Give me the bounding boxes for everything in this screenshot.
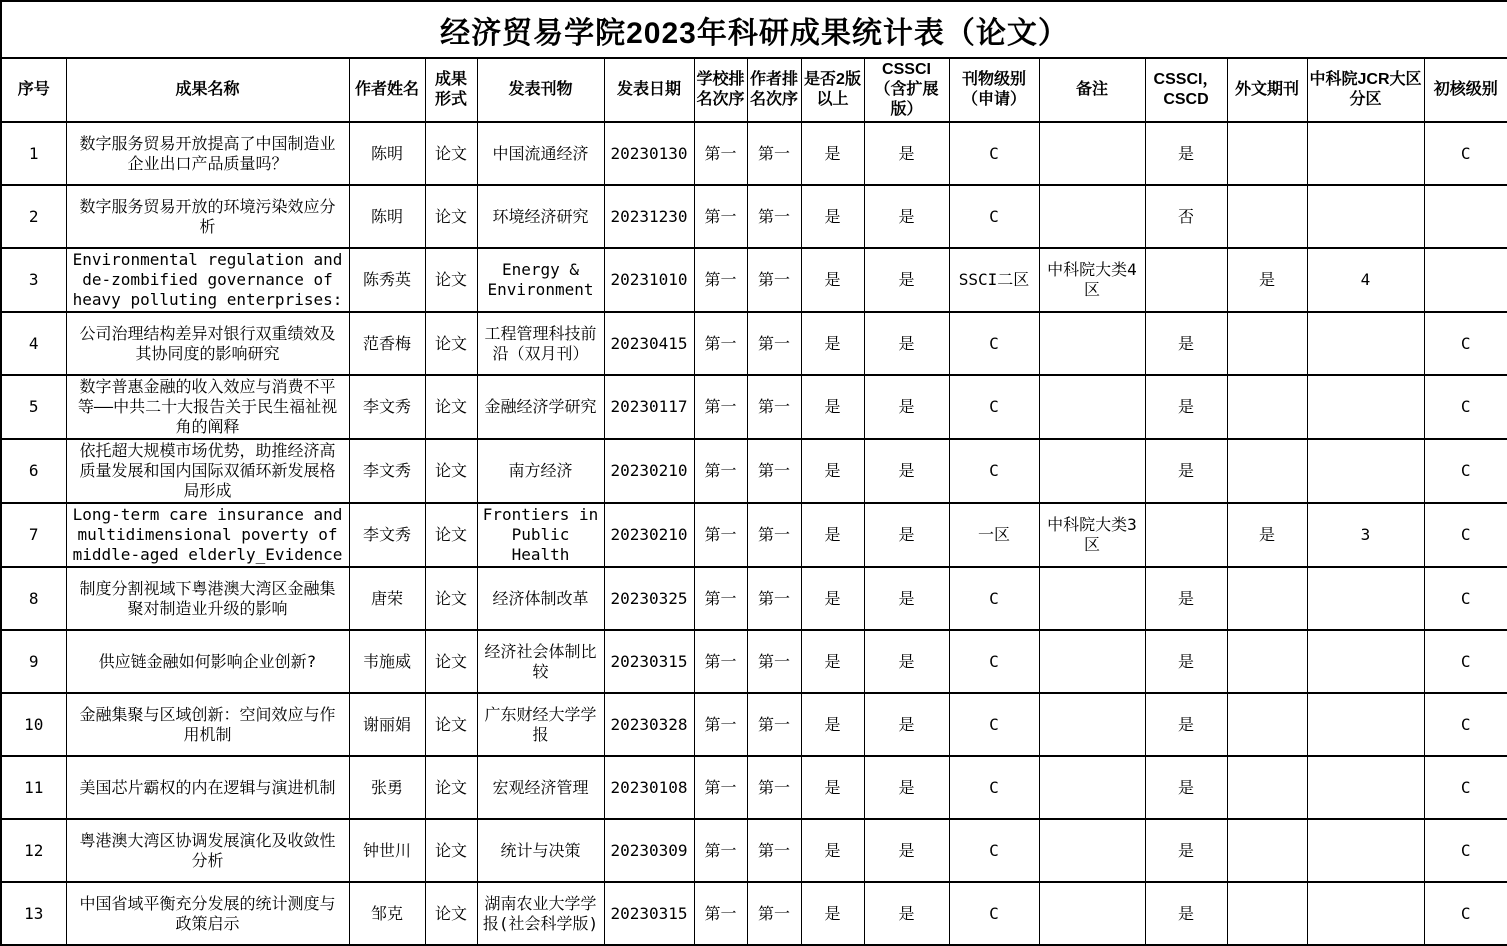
column-header-cssci-extended: CSSCI（含扩展版） — [864, 58, 949, 122]
cell-author-rank: 第一 — [747, 503, 801, 567]
cell-index: 6 — [1, 439, 66, 503]
cell-two-editions: 是 — [801, 630, 864, 693]
cell-author: 张勇 — [349, 756, 425, 819]
cell-date: 20230210 — [604, 503, 694, 567]
cell-foreign-journal — [1227, 567, 1307, 630]
cell-author: 钟世川 — [349, 819, 425, 882]
cell-name: 数字普惠金融的收入效应与消费不平等——中共二十大报告关于民生福祉视角的阐释 — [66, 375, 349, 439]
cell-author: 李文秀 — [349, 503, 425, 567]
cell-journal: 经济社会体制比较 — [477, 630, 604, 693]
cell-name: 公司治理结构差异对银行双重绩效及其协同度的影响研究 — [66, 312, 349, 375]
cell-two-editions: 是 — [801, 693, 864, 756]
cell-school-rank: 第一 — [694, 122, 747, 185]
table-row — [1, 882, 1507, 945]
table-row — [1, 630, 1507, 693]
table-row — [1, 503, 1507, 567]
cell-foreign-journal — [1227, 693, 1307, 756]
cell-initial-level — [1424, 185, 1507, 248]
cell-form: 论文 — [425, 630, 477, 693]
cell-index: 4 — [1, 312, 66, 375]
cell-name: Environmental regulation and de-zombified governance of heavy polluting enterprises: — [66, 248, 349, 312]
cell-cssci-cscd — [1145, 248, 1227, 312]
cell-author: 李文秀 — [349, 439, 425, 503]
cell-cssci-extended: 是 — [864, 122, 949, 185]
cell-author-rank: 第一 — [747, 312, 801, 375]
cell-date: 20230415 — [604, 312, 694, 375]
cell-author-rank: 第一 — [747, 248, 801, 312]
cell-author-rank: 第一 — [747, 122, 801, 185]
cell-name: 供应链金融如何影响企业创新? — [66, 630, 349, 693]
cell-form: 论文 — [425, 567, 477, 630]
cell-author-rank: 第一 — [747, 819, 801, 882]
cell-date: 20230315 — [604, 882, 694, 945]
column-header-journal-level: 刊物级别（申请） — [949, 58, 1039, 122]
cell-cssci-extended: 是 — [864, 185, 949, 248]
cell-cas-jcr: 4 — [1307, 248, 1424, 312]
cell-cssci-cscd: 是 — [1145, 312, 1227, 375]
cell-remarks — [1039, 185, 1145, 248]
cell-foreign-journal — [1227, 439, 1307, 503]
cell-two-editions: 是 — [801, 312, 864, 375]
cell-journal-level: C — [949, 312, 1039, 375]
cell-form: 论文 — [425, 375, 477, 439]
cell-remarks: 中科院大类3区 — [1039, 503, 1145, 567]
cell-author: 范香梅 — [349, 312, 425, 375]
column-header-foreign-journal: 外文期刊 — [1227, 58, 1307, 122]
cell-name: 数字服务贸易开放提高了中国制造业企业出口产品质量吗？ — [66, 122, 349, 185]
cell-author-rank: 第一 — [747, 756, 801, 819]
table-row — [1, 693, 1507, 756]
column-header-initial-level: 初核级别 — [1424, 58, 1507, 122]
cell-journal: 环境经济研究 — [477, 185, 604, 248]
cell-remarks — [1039, 439, 1145, 503]
cell-cas-jcr — [1307, 819, 1424, 882]
cell-cssci-extended: 是 — [864, 503, 949, 567]
cell-index: 5 — [1, 375, 66, 439]
cell-cssci-cscd — [1145, 503, 1227, 567]
column-header-name: 成果名称 — [66, 58, 349, 122]
cell-foreign-journal — [1227, 756, 1307, 819]
cell-cas-jcr — [1307, 756, 1424, 819]
cell-journal: 金融经济学研究 — [477, 375, 604, 439]
cell-foreign-journal — [1227, 185, 1307, 248]
cell-remarks — [1039, 819, 1145, 882]
cell-cssci-cscd: 否 — [1145, 185, 1227, 248]
cell-author: 唐荣 — [349, 567, 425, 630]
cell-school-rank: 第一 — [694, 439, 747, 503]
cell-author: 邹克 — [349, 882, 425, 945]
cell-index: 3 — [1, 248, 66, 312]
cell-remarks — [1039, 693, 1145, 756]
cell-cssci-extended: 是 — [864, 882, 949, 945]
cell-cas-jcr: 3 — [1307, 503, 1424, 567]
table-row — [1, 756, 1507, 819]
header-row — [1, 58, 1507, 122]
table-row — [1, 819, 1507, 882]
cell-author: 陈明 — [349, 122, 425, 185]
cell-cas-jcr — [1307, 630, 1424, 693]
cell-journal-level: C — [949, 122, 1039, 185]
column-header-author-rank: 作者排名次序 — [747, 58, 801, 122]
column-header-school-rank: 学校排名次序 — [694, 58, 747, 122]
cell-cssci-cscd: 是 — [1145, 122, 1227, 185]
cell-journal: 中国流通经济 — [477, 122, 604, 185]
cell-initial-level — [1424, 248, 1507, 312]
cell-two-editions: 是 — [801, 756, 864, 819]
cell-school-rank: 第一 — [694, 248, 747, 312]
cell-school-rank: 第一 — [694, 882, 747, 945]
cell-form: 论文 — [425, 819, 477, 882]
cell-journal: 经济体制改革 — [477, 567, 604, 630]
cell-date: 20230315 — [604, 630, 694, 693]
cell-journal-level: C — [949, 567, 1039, 630]
cell-school-rank: 第一 — [694, 567, 747, 630]
table-row — [1, 375, 1507, 439]
cell-name: 依托超大规模市场优势，助推经济高质量发展和国内国际双循环新发展格局形成 — [66, 439, 349, 503]
cell-cssci-cscd: 是 — [1145, 756, 1227, 819]
cell-date: 20230210 — [604, 439, 694, 503]
cell-initial-level: C — [1424, 503, 1507, 567]
cell-cssci-cscd: 是 — [1145, 375, 1227, 439]
cell-index: 10 — [1, 693, 66, 756]
cell-initial-level: C — [1424, 122, 1507, 185]
cell-initial-level: C — [1424, 756, 1507, 819]
cell-two-editions: 是 — [801, 882, 864, 945]
column-header-two-editions: 是否2版以上 — [801, 58, 864, 122]
cell-school-rank: 第一 — [694, 375, 747, 439]
cell-date: 20231230 — [604, 185, 694, 248]
column-header-cssci-cscd: CSSCI，CSCD — [1145, 58, 1227, 122]
column-header-author: 作者姓名 — [349, 58, 425, 122]
cell-foreign-journal — [1227, 122, 1307, 185]
cell-author-rank: 第一 — [747, 185, 801, 248]
cell-journal-level: C — [949, 882, 1039, 945]
cell-journal: Frontiers in Public Health — [477, 503, 604, 567]
cell-cas-jcr — [1307, 439, 1424, 503]
cell-school-rank: 第一 — [694, 503, 747, 567]
cell-journal: 广东财经大学学报 — [477, 693, 604, 756]
cell-name: 粤港澳大湾区协调发展演化及收敛性分析 — [66, 819, 349, 882]
cell-form: 论文 — [425, 882, 477, 945]
cell-initial-level: C — [1424, 312, 1507, 375]
cell-foreign-journal — [1227, 882, 1307, 945]
cell-author: 李文秀 — [349, 375, 425, 439]
cell-cssci-cscd: 是 — [1145, 819, 1227, 882]
cell-author-rank: 第一 — [747, 439, 801, 503]
cell-cas-jcr — [1307, 882, 1424, 945]
cell-remarks — [1039, 882, 1145, 945]
cell-initial-level: C — [1424, 439, 1507, 503]
table-row — [1, 567, 1507, 630]
cell-journal-level: C — [949, 375, 1039, 439]
cell-two-editions: 是 — [801, 567, 864, 630]
cell-school-rank: 第一 — [694, 312, 747, 375]
cell-author-rank: 第一 — [747, 882, 801, 945]
cell-remarks — [1039, 567, 1145, 630]
table-body — [1, 122, 1507, 945]
cell-journal-level: C — [949, 630, 1039, 693]
cell-school-rank: 第一 — [694, 630, 747, 693]
cell-cssci-extended: 是 — [864, 312, 949, 375]
cell-date: 20230309 — [604, 819, 694, 882]
cell-foreign-journal: 是 — [1227, 503, 1307, 567]
title-row — [1, 1, 1507, 58]
cell-initial-level: C — [1424, 630, 1507, 693]
cell-remarks — [1039, 756, 1145, 819]
cell-cssci-extended: 是 — [864, 248, 949, 312]
cell-journal-level: C — [949, 756, 1039, 819]
cell-school-rank: 第一 — [694, 693, 747, 756]
cell-author-rank: 第一 — [747, 567, 801, 630]
cell-initial-level: C — [1424, 882, 1507, 945]
cell-author: 谢丽娟 — [349, 693, 425, 756]
cell-author: 陈秀英 — [349, 248, 425, 312]
cell-journal-level: SSCI二区 — [949, 248, 1039, 312]
cell-author-rank: 第一 — [747, 693, 801, 756]
page-title: 经济贸易学院2023年科研成果统计表（论文） — [1, 1, 1507, 58]
cell-form: 论文 — [425, 122, 477, 185]
cell-two-editions: 是 — [801, 375, 864, 439]
column-header-cas-jcr: 中科院JCR大区分区 — [1307, 58, 1424, 122]
cell-index: 8 — [1, 567, 66, 630]
cell-foreign-journal — [1227, 630, 1307, 693]
column-header-index: 序号 — [1, 58, 66, 122]
cell-form: 论文 — [425, 312, 477, 375]
column-header-remarks: 备注 — [1039, 58, 1145, 122]
cell-journal-level: C — [949, 439, 1039, 503]
cell-journal: 湖南农业大学学报(社会科学版) — [477, 882, 604, 945]
cell-date: 20230130 — [604, 122, 694, 185]
cell-journal: 统计与决策 — [477, 819, 604, 882]
table-row — [1, 122, 1507, 185]
cell-school-rank: 第一 — [694, 756, 747, 819]
cell-index: 13 — [1, 882, 66, 945]
cell-remarks: 中科院大类4区 — [1039, 248, 1145, 312]
cell-date: 20230108 — [604, 756, 694, 819]
cell-journal: 工程管理科技前沿（双月刊） — [477, 312, 604, 375]
cell-journal-level: C — [949, 819, 1039, 882]
table-row — [1, 185, 1507, 248]
cell-initial-level: C — [1424, 567, 1507, 630]
cell-date: 20230117 — [604, 375, 694, 439]
cell-remarks — [1039, 312, 1145, 375]
cell-form: 论文 — [425, 248, 477, 312]
cell-cas-jcr — [1307, 693, 1424, 756]
cell-foreign-journal: 是 — [1227, 248, 1307, 312]
cell-two-editions: 是 — [801, 248, 864, 312]
cell-foreign-journal — [1227, 312, 1307, 375]
cell-initial-level: C — [1424, 375, 1507, 439]
table-row — [1, 439, 1507, 503]
cell-name: 数字服务贸易开放的环境污染效应分析 — [66, 185, 349, 248]
cell-date: 20230328 — [604, 693, 694, 756]
table-row — [1, 248, 1507, 312]
column-header-date: 发表日期 — [604, 58, 694, 122]
cell-cssci-cscd: 是 — [1145, 567, 1227, 630]
cell-initial-level: C — [1424, 693, 1507, 756]
cell-name: 制度分割视域下粤港澳大湾区金融集聚对制造业升级的影响 — [66, 567, 349, 630]
cell-cssci-cscd: 是 — [1145, 439, 1227, 503]
cell-foreign-journal — [1227, 819, 1307, 882]
cell-school-rank: 第一 — [694, 819, 747, 882]
cell-journal-level: C — [949, 693, 1039, 756]
cell-date: 20231010 — [604, 248, 694, 312]
cell-school-rank: 第一 — [694, 185, 747, 248]
cell-cssci-extended: 是 — [864, 756, 949, 819]
cell-cas-jcr — [1307, 567, 1424, 630]
cell-cssci-cscd: 是 — [1145, 882, 1227, 945]
cell-journal: 宏观经济管理 — [477, 756, 604, 819]
cell-two-editions: 是 — [801, 819, 864, 882]
cell-index: 9 — [1, 630, 66, 693]
cell-author: 陈明 — [349, 185, 425, 248]
cell-index: 2 — [1, 185, 66, 248]
cell-cas-jcr — [1307, 122, 1424, 185]
cell-name: 美国芯片霸权的内在逻辑与演进机制 — [66, 756, 349, 819]
cell-remarks — [1039, 375, 1145, 439]
cell-cssci-extended: 是 — [864, 375, 949, 439]
cell-remarks — [1039, 630, 1145, 693]
cell-form: 论文 — [425, 185, 477, 248]
cell-cas-jcr — [1307, 312, 1424, 375]
cell-author: 韦施威 — [349, 630, 425, 693]
cell-cssci-extended: 是 — [864, 630, 949, 693]
cell-two-editions: 是 — [801, 122, 864, 185]
cell-index: 1 — [1, 122, 66, 185]
cell-journal-level: 一区 — [949, 503, 1039, 567]
cell-form: 论文 — [425, 439, 477, 503]
cell-cas-jcr — [1307, 375, 1424, 439]
cell-cssci-extended: 是 — [864, 693, 949, 756]
cell-foreign-journal — [1227, 375, 1307, 439]
cell-form: 论文 — [425, 503, 477, 567]
cell-name: 金融集聚与区域创新：空间效应与作用机制 — [66, 693, 349, 756]
cell-cssci-cscd: 是 — [1145, 630, 1227, 693]
cell-journal: Energy & Environment — [477, 248, 604, 312]
cell-form: 论文 — [425, 756, 477, 819]
cell-date: 20230325 — [604, 567, 694, 630]
cell-index: 12 — [1, 819, 66, 882]
cell-author-rank: 第一 — [747, 630, 801, 693]
cell-journal-level: C — [949, 185, 1039, 248]
cell-two-editions: 是 — [801, 439, 864, 503]
cell-cas-jcr — [1307, 185, 1424, 248]
cell-name: Long-term care insurance and multidimensional poverty of middle-aged elderly_Evidence — [66, 503, 349, 567]
cell-index: 7 — [1, 503, 66, 567]
cell-cssci-extended: 是 — [864, 439, 949, 503]
cell-two-editions: 是 — [801, 185, 864, 248]
cell-cssci-extended: 是 — [864, 819, 949, 882]
cell-journal: 南方经济 — [477, 439, 604, 503]
cell-initial-level: C — [1424, 819, 1507, 882]
table-row — [1, 312, 1507, 375]
cell-index: 11 — [1, 756, 66, 819]
cell-cssci-extended: 是 — [864, 567, 949, 630]
cell-cssci-cscd: 是 — [1145, 693, 1227, 756]
cell-name: 中国省域平衡充分发展的统计测度与政策启示 — [66, 882, 349, 945]
column-header-journal: 发表刊物 — [477, 58, 604, 122]
cell-remarks — [1039, 122, 1145, 185]
column-header-form: 成果形式 — [425, 58, 477, 122]
cell-author-rank: 第一 — [747, 375, 801, 439]
cell-form: 论文 — [425, 693, 477, 756]
cell-two-editions: 是 — [801, 503, 864, 567]
